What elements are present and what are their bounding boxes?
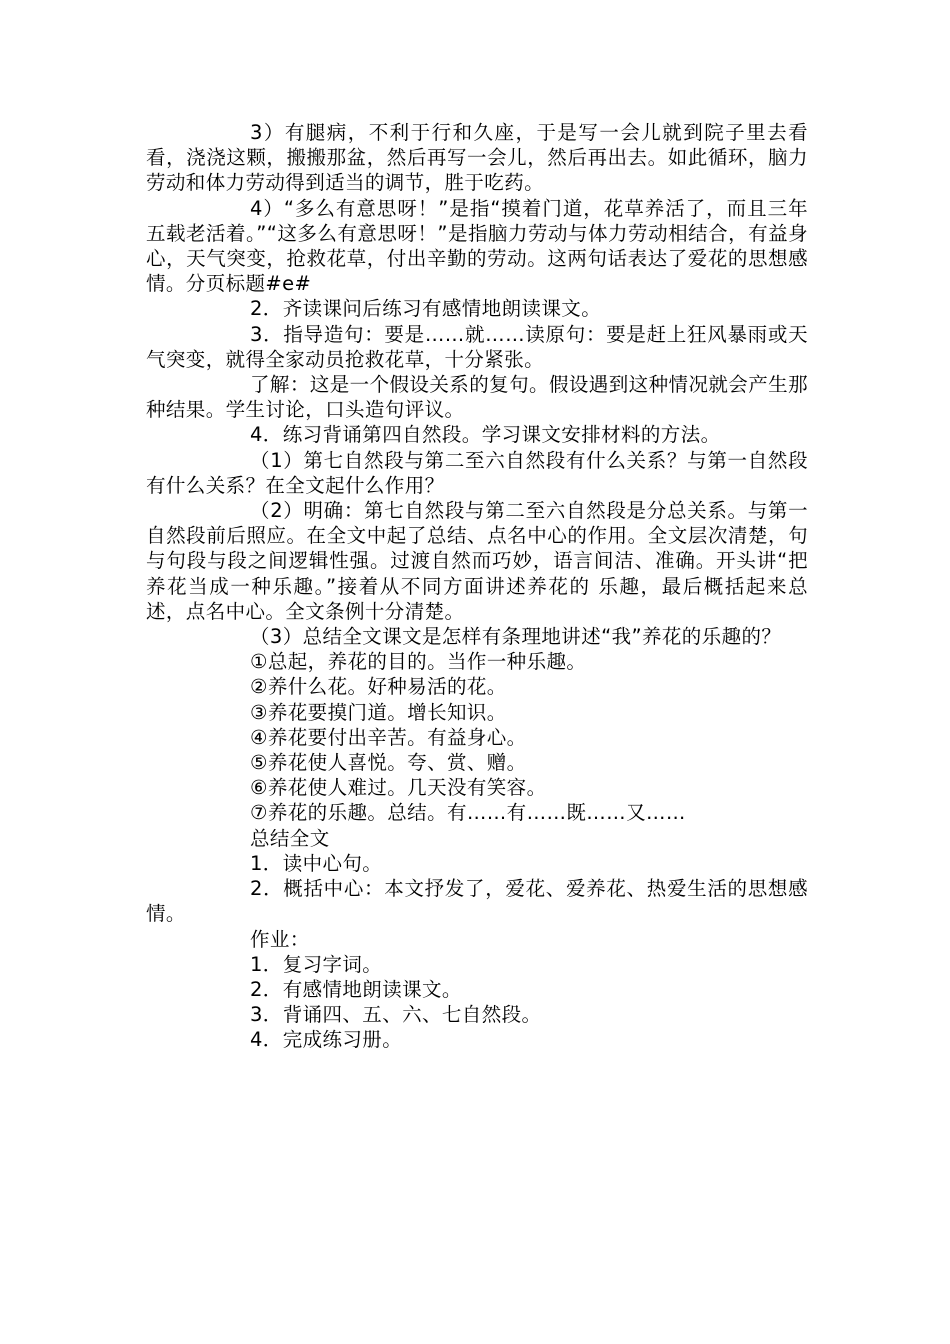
list-item: ⑥养花使人难过。几天没有笑容。 bbox=[250, 776, 547, 800]
paragraph-understand: 了解：这是一个假设关系的复句。假设遇到这种情况就会产生那种结果。学生讨论，口头造句评议。 bbox=[146, 373, 808, 422]
paragraph-question-3: （3）总结全文课文是怎样有条理地讲述“我”养花的乐趣的？ bbox=[250, 625, 782, 649]
document-page bbox=[146, 120, 808, 1053]
list-item: ①总起，养花的目的。当作一种乐趣。 bbox=[250, 650, 587, 674]
paragraph-answer-2: （2）明确：第七自然段与第二至六自然段是分总关系。与第一自然段前后照应。在全文中起了总结、点名中心的作用。全文层次清楚，句与句段与段之间逻辑性强。过渡自然而巧妙，语言间洁、准确。开头讲“把养花当成一种乐趣。”接着从不同方面讲述养花的 乐趣，最后概括起来总述，点名中心。全文条例十分清楚。 bbox=[146, 499, 808, 623]
list-item: ②养什么花。好种易活的花。 bbox=[250, 675, 507, 699]
section-heading-homework: 作业： bbox=[250, 927, 310, 951]
paragraph-item-4: 4）“多么有意思呀！”是指“摸着门道，花草养活了，而且三年五载老活着。”“这多么有意思呀！”是指脑力劳动与体力劳动相结合，有益身心，天气突变，抢救花草，付出辛勤的劳动。这两句话表达了爱花的思想感情。分页标题#e# bbox=[146, 196, 808, 296]
list-item: ⑤养花使人喜悦。夸、赏、赠。 bbox=[250, 751, 527, 775]
paragraph-sentence-making: 3．指导造句：要是……就……读原句：要是赶上狂风暴雨或天气突变，就得全家动员抢救花草，十分紧张。 bbox=[146, 322, 808, 371]
paragraph-central-idea: 2．概括中心：本文抒发了，爱花、爱养花、热爱生活的思想感情。 bbox=[146, 877, 808, 926]
list-item: 1．复习字词。 bbox=[250, 952, 383, 976]
list-item: ③养花要摸门道。增长知识。 bbox=[250, 700, 507, 724]
list-item: 4．完成练习册。 bbox=[250, 1028, 403, 1052]
paragraph-read-aloud: 2．齐读课问后练习有感情地朗读课文。 bbox=[250, 297, 602, 321]
list-item: 3．背诵四、五、六、七自然段。 bbox=[250, 1003, 542, 1027]
paragraph-question-1: （1）第七自然段与第二至六自然段有什么关系？与第一自然段有什么关系？在全文起什么作用？ bbox=[146, 448, 808, 497]
list-item: ④养花要付出辛苦。有益身心。 bbox=[250, 725, 527, 749]
section-heading-summary: 总结全文 bbox=[250, 826, 330, 850]
list-item: ⑦养花的乐趣。总结。有……有……既……又…… bbox=[250, 801, 686, 825]
list-item: 2．有感情地朗读课文。 bbox=[250, 977, 462, 1001]
paragraph-recite: 4．练习背诵第四自然段。学习课文安排材料的方法。 bbox=[250, 423, 721, 447]
list-item: 1．读中心句。 bbox=[250, 851, 383, 875]
paragraph-item-3: 3）有腿病，不利于行和久座，于是写一会儿就到院子里去看看，浇浇这颗，搬搬那盆，然后再写一会儿，然后再出去。如此循环，脑力劳动和体力劳动得到适当的调节，胜于吃药。 bbox=[146, 121, 808, 195]
